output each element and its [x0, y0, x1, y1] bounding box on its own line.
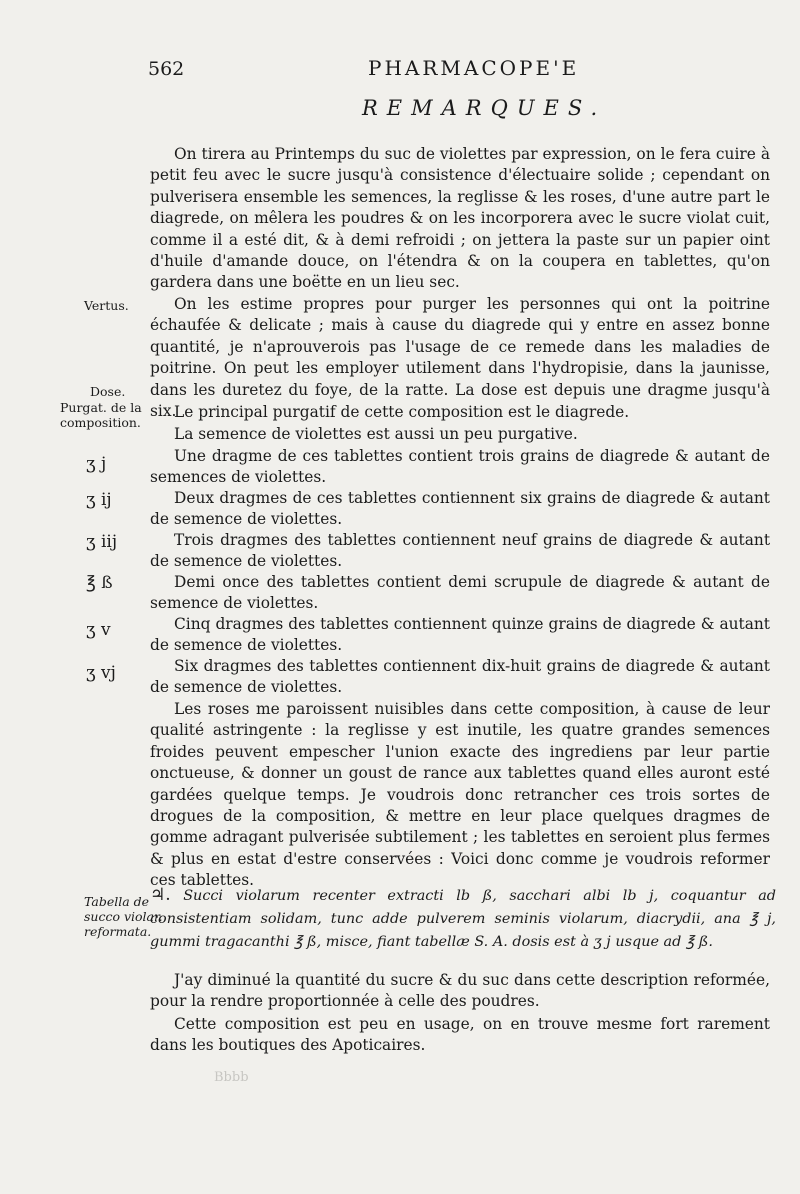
running-title: PHARMACOPE'E [368, 56, 580, 80]
paragraph-dose-5: Cinq dragmes des tablettes contiennent quinze grains de diagrede & autant de semence de violettes. [150, 615, 770, 655]
margin-note-tabella-2: succo violar. [84, 909, 163, 924]
paragraph-dose-6: Six dragmes des tablettes contiennent dix-huit grains de diagrede & autant de semence de violettes. [150, 657, 770, 697]
paragraph-dose-4: Demi once des tablettes contient demi scrupule de diagrede & autant de semence de violettes. [150, 573, 770, 613]
dose-symbol-1: ʒ j [86, 454, 107, 474]
margin-note-purgat-2: composition. [60, 415, 141, 430]
margin-note-tabella-1: Tabella de [84, 894, 150, 909]
dose-symbol-3: ʒ iij [86, 532, 118, 552]
margin-note-vertus: Vertus. [84, 298, 129, 313]
dose-symbol-6: ʒ vj [86, 663, 116, 683]
paragraph-reform: Les roses me paroissent nuisibles dans cette composition, à cause de leur qualité astringente : la reglisse y est inutile, les quatre grandes semences froides peuvent empescher l'union exacte des ingrediens par leur partie onctueuse, & donner un goust de rance aux tablettes quand elles auront esté gardées quelque temps. Je voudrois donc retrancher ces trois sortes de drogues de la composition, & mettre en leur place quelques dragmes de gomme adragant pulverisée subtilement ; les tablettes en seroient plus fermes & plus en estat d'estre conservées : Voici donc comme je voudrois reformer ces tablettes. [150, 700, 770, 890]
recipe-text: Succi violarum recenter extracti lb ß, sacchari albi lb j, coquantur ad consistentiam solidam, tunc adde pulverem seminis violarum, diacrydii, ana ℥ j, gummi tragacanthi ℥ ß, misce, fiant tabellæ S. A. dosis est à ʒ j usque ad ℥ ß. [150, 888, 776, 950]
margin-note-tabella-3: reformata. [84, 924, 152, 939]
paragraph-closing-2: Cette composition est peu en usage, on en trouve mesme fort rarement dans les boutiques des Apoticaires. [150, 1015, 770, 1055]
paragraph-preparation: On tirera au Printemps du suc de violettes par expression, on le fera cuire à petit feu avec le sucre jusqu'à consistence d'électuaire solide ; cependant on pulverisera ensemble les semences, la reglisse & les roses, d'une autre part le diagrede, on mêlera les poudres & on les incorporera avec le sucre violat cuit, comme il a esté dit, & à demi refroidi ; on jettera la paste sur un papier oint d'huile d'amande douce, on l'étendra & on la coupera en tablettes, qu'on gardera dans une boëtte en un lieu sec. [150, 145, 770, 292]
paragraph-closing-1: J'ay diminué la quantité du sucre & du suc dans cette description reformée, pour la rendre proportionnée à celle des poudres. [150, 971, 770, 1011]
signature-mark: Bbbb [214, 1070, 249, 1085]
paragraph-vertus: On les estime propres pour purger les personnes qui ont la poitrine échaufée & delicate ; mais à cause du diagrede qui y entre en assez bonne quantité, je n'aprouverois pas l'usage de ce remede dans les maladies de poitrine. On peut les employer utilement dans l'hydropisie, dans la jaunisse, dans les duretez du foye, de la ratte. La dose est depuis une dragme jusqu'à six. [150, 295, 770, 421]
margin-note-dose: Dose. [90, 384, 126, 399]
page-number: 562 [148, 58, 185, 80]
reformed-recipe [150, 884, 776, 954]
dose-symbol-2: ʒ ij [86, 490, 112, 510]
paragraph-dose-1: Une dragme de ces tablettes contient trois grains de diagrede & autant de semences de violettes. [150, 447, 770, 487]
dose-symbol-5: ʒ v [86, 620, 111, 640]
recipe-symbol: ♃. [150, 885, 171, 905]
paragraph-dose-3: Trois dragmes des tablettes contiennent neuf grains de diagrede & autant de semence de violettes. [150, 531, 770, 571]
dose-symbol-4: ℥ ß [86, 573, 113, 593]
margin-note-purgat-1: Purgat. de la [60, 400, 142, 415]
paragraph-dose-2: Deux dragmes de ces tablettes contiennent six grains de diagrede & autant de semence de violettes. [150, 489, 770, 529]
section-heading: REMARQUES. [362, 96, 607, 120]
paragraph-purgatif: Le principal purgatif de cette composition est le diagrede. [174, 403, 630, 421]
paragraph-semence: La semence de violettes est aussi un peu purgative. [174, 425, 578, 443]
